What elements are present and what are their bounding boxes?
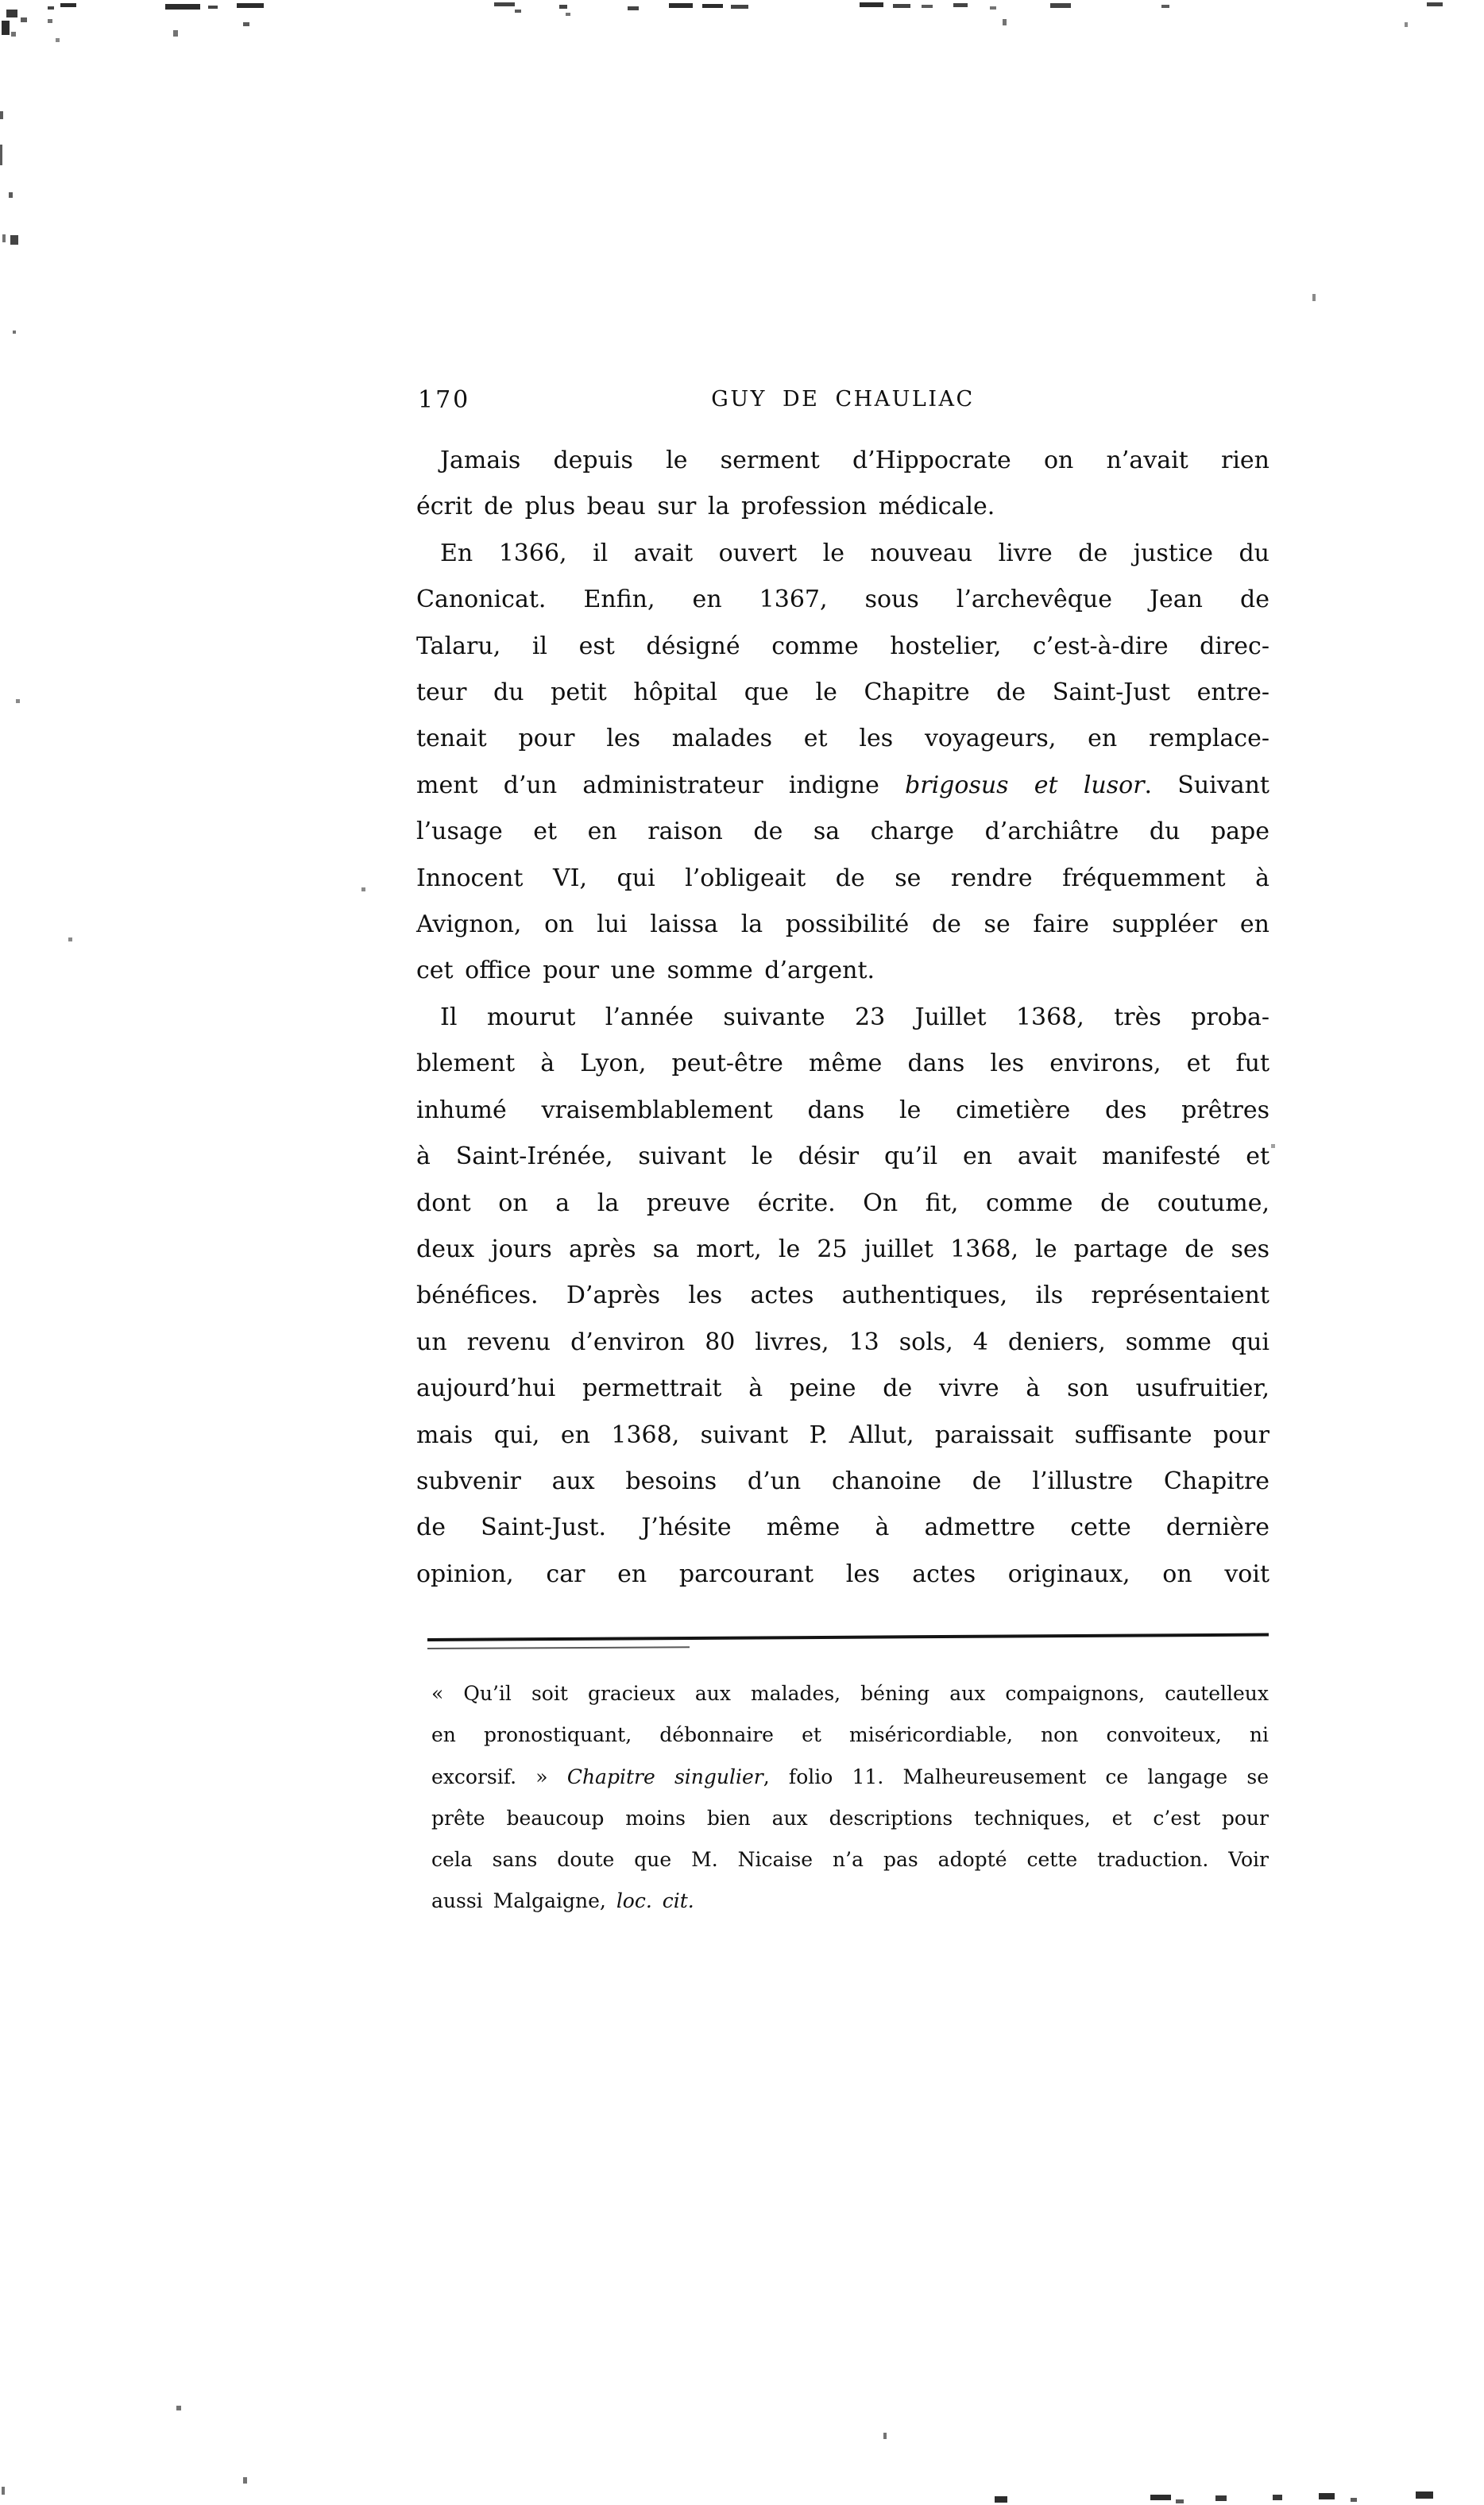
scan-speck — [860, 2, 883, 7]
scan-speck — [68, 937, 72, 941]
text-line — [416, 948, 1270, 994]
text-line — [416, 1459, 1270, 1505]
footnote-separator-rule — [427, 1633, 1269, 1641]
text-run: . Suivant — [1144, 771, 1270, 799]
scan-speck — [243, 22, 249, 26]
text-line — [431, 1798, 1269, 1839]
text-run: Canonicat. Enfin, en 1367, sous l’archevêque Jean de — [416, 586, 1270, 614]
paragraph — [416, 531, 1270, 995]
scan-speck — [1427, 2, 1443, 6]
scan-speck — [0, 145, 2, 165]
scan-speck — [2, 21, 10, 35]
text-line — [416, 577, 1270, 623]
text-line — [431, 1673, 1269, 1714]
scan-speck — [11, 32, 16, 37]
text-run: aussi Malgaigne, — [431, 1889, 616, 1913]
scan-speck — [173, 30, 178, 37]
running-title: GUY DE CHAULIAC — [711, 387, 975, 412]
scan-speck — [9, 192, 13, 198]
scan-speck — [1161, 5, 1169, 8]
scan-speck — [1176, 2499, 1184, 2503]
scan-speck — [1050, 3, 1071, 8]
text-line — [416, 716, 1270, 762]
scan-speck — [243, 2477, 247, 2484]
body-text — [416, 438, 1270, 1598]
text-run: écrit de plus beau sur la profession médicale. — [416, 493, 995, 521]
text-line — [416, 995, 1270, 1041]
scan-speck — [361, 887, 365, 891]
paragraph — [416, 438, 1270, 531]
scan-speck — [56, 38, 60, 42]
text-line — [431, 1839, 1269, 1881]
scan-speck — [165, 4, 200, 10]
page-number: 170 — [418, 386, 471, 414]
scan-speck — [1351, 2498, 1357, 2502]
scan-speck — [48, 6, 54, 10]
scan-speck — [237, 3, 264, 8]
text-line — [416, 809, 1270, 855]
text-run: dont on a la preuve écrite. On fit, comme de coutume, — [416, 1189, 1270, 1217]
scan-speck — [515, 10, 521, 13]
scan-speck — [883, 2433, 887, 2439]
scan-speck — [559, 5, 567, 9]
scan-speck — [0, 111, 3, 119]
scan-speck — [2, 234, 6, 242]
text-run: un revenu d’environ 80 livres, 13 sols, 4 deniers, somme qui — [416, 1328, 1270, 1356]
scan-speck — [1003, 19, 1007, 25]
scan-speck — [628, 6, 639, 10]
italic-text-run: Chapitre singulier — [566, 1765, 763, 1788]
text-line — [416, 1181, 1270, 1227]
text-line — [416, 531, 1270, 577]
scan-speck — [990, 6, 996, 10]
text-line — [416, 856, 1270, 902]
footnote-separator-rule-echo — [427, 1646, 690, 1649]
scan-speck — [494, 2, 515, 6]
text-run: excorsif. » — [431, 1765, 567, 1788]
scan-speck — [1312, 294, 1316, 301]
scan-speck — [1416, 2491, 1433, 2499]
scan-speck — [922, 5, 933, 8]
scan-speck — [669, 3, 693, 8]
text-line — [416, 1088, 1270, 1134]
text-line — [431, 1757, 1269, 1798]
text-run: « Qu’il soit gracieux aux malades, béning aux compaignons, cautelleux — [431, 1682, 1269, 1705]
text-line — [416, 902, 1270, 948]
text-run: Talaru, il est désigné comme hostelier, c’est-à-dire direc- — [416, 632, 1270, 660]
text-run: aujourd’hui permettrait à peine de vivre à son usufruitier, — [416, 1374, 1270, 1403]
text-line — [416, 1366, 1270, 1412]
scan-speck — [2, 2487, 5, 2495]
scan-speck — [10, 235, 18, 245]
scan-speck — [1271, 1144, 1275, 1148]
text-run: subvenir aux besoins d’un chanoine de l’illustre Chapitre — [416, 1467, 1270, 1495]
scan-speck — [893, 4, 910, 8]
text-line — [416, 1227, 1270, 1273]
paragraph — [416, 995, 1270, 1598]
text-run: blement à Lyon, peut-être même dans les environs, et fut — [416, 1050, 1270, 1078]
text-run: de Saint-Just. J’hésite même à admettre cette dernière — [416, 1513, 1270, 1542]
scan-speck — [1319, 2493, 1335, 2499]
scan-speck — [16, 699, 20, 703]
footnote-text — [431, 1673, 1269, 1923]
scan-speck — [208, 6, 218, 9]
text-run: teur du petit hôpital que le Chapitre de Saint-Just entre- — [416, 678, 1270, 707]
text-line — [416, 1273, 1270, 1319]
text-run: Avignon, on lui laissa la possibilité de se faire suppléer en — [416, 910, 1270, 939]
text-line — [431, 1714, 1269, 1756]
scan-speck — [1405, 22, 1408, 27]
text-line — [416, 670, 1270, 716]
text-run: opinion, car en parcourant les actes originaux, on voit — [416, 1560, 1270, 1588]
scan-speck — [21, 17, 27, 22]
text-run: inhumé vraisemblablement dans le cimetière des prêtres — [416, 1096, 1270, 1124]
text-run: ment d’un administrateur indigne — [416, 771, 906, 799]
text-line — [416, 624, 1270, 670]
scan-speck — [953, 3, 968, 7]
text-line — [416, 1041, 1270, 1087]
text-run: , folio 11. Malheureusement ce langage se — [763, 1765, 1269, 1788]
scan-speck — [6, 10, 17, 17]
text-run: à Saint-Irénée, suivant le désir qu’il en avait manifesté et — [416, 1142, 1270, 1171]
scan-speck — [995, 2496, 1007, 2503]
text-run: l’usage et en raison de sa charge d’archiâtre du pape — [416, 818, 1270, 846]
text-run: En 1366, il avait ouvert le nouveau livre de justice du — [440, 539, 1270, 567]
text-run: deux jours après sa mort, le 25 juillet 1368, le partage de ses — [416, 1235, 1270, 1263]
text-run: Innocent VI, qui l’obligeait de se rendre fréquemment à — [416, 864, 1270, 892]
paragraph — [431, 1673, 1269, 1923]
text-run: Jamais depuis le serment d’Hippocrate on n’avait rien — [440, 446, 1270, 474]
text-run: mais qui, en 1368, suivant P. Allut, paraissait suffisante pour — [416, 1421, 1270, 1449]
italic-text-run: loc. cit. — [616, 1889, 694, 1913]
text-line — [416, 763, 1270, 809]
italic-text-run: brigosus et lusor — [905, 771, 1145, 799]
text-run: prête beaucoup moins bien aux descriptions techniques, et c’est pour — [431, 1806, 1269, 1830]
scan-speck — [1215, 2495, 1227, 2501]
text-run: bénéfices. D’après les actes authentiques, ils représentaient — [416, 1281, 1270, 1310]
text-line — [416, 484, 1270, 530]
scan-speck — [48, 19, 52, 23]
text-run: en pronostiquant, débonnaire et miséricordiable, non convoiteux, ni — [431, 1723, 1269, 1747]
scan-speck — [13, 331, 16, 334]
text-run: cet office pour une somme d’argent. — [416, 957, 875, 985]
scan-speck — [1150, 2495, 1171, 2500]
text-line — [431, 1881, 1269, 1922]
text-line — [416, 1320, 1270, 1366]
text-line — [416, 1134, 1270, 1180]
running-header — [416, 386, 1270, 418]
text-line — [416, 438, 1270, 484]
scan-speck — [702, 4, 723, 8]
text-run: tenait pour les malades et les voyageurs, en remplace- — [416, 725, 1270, 753]
scan-speck — [1273, 2495, 1282, 2500]
text-line — [416, 1413, 1270, 1459]
text-run: Il mourut l’année suivante 23 Juillet 1368, très proba- — [440, 1003, 1270, 1031]
scan-speck — [176, 2406, 181, 2410]
scan-speck — [731, 5, 748, 9]
scan-speck — [566, 13, 570, 16]
text-line — [416, 1505, 1270, 1551]
scan-speck — [60, 3, 76, 7]
text-line — [416, 1552, 1270, 1598]
text-run: cela sans doute que M. Nicaise n’a pas adopté cette traduction. Voir — [431, 1848, 1269, 1872]
